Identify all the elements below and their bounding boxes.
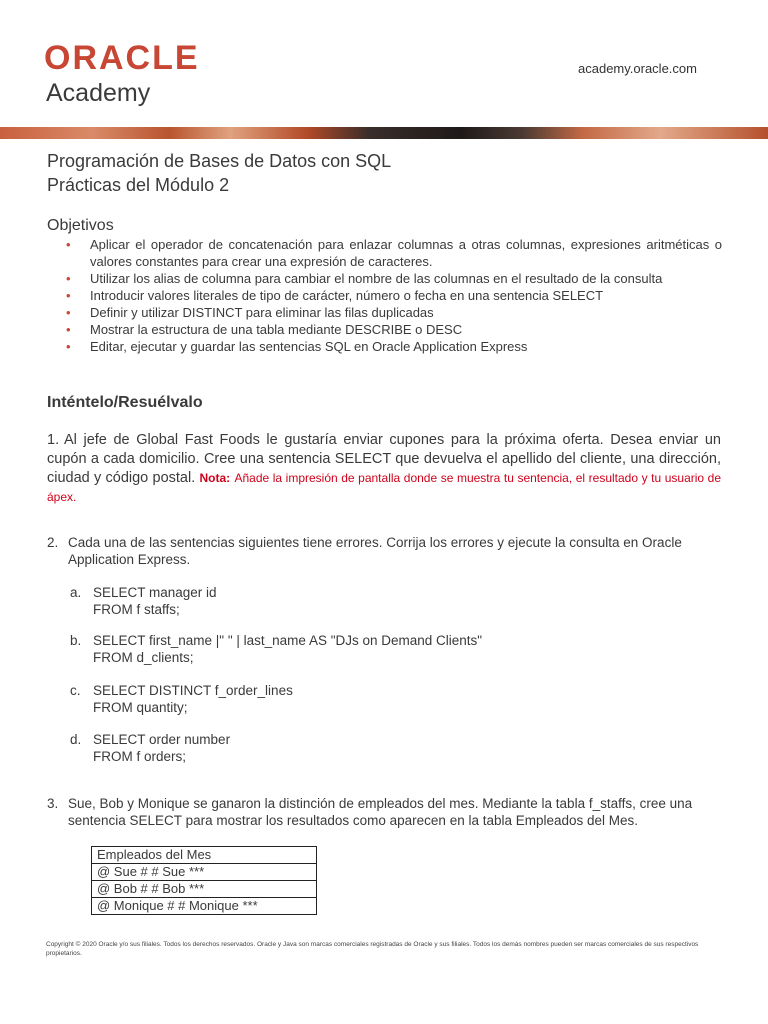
sql-line: FROM d_clients; [93, 650, 194, 665]
table-row [92, 898, 317, 915]
bullet-icon: • [66, 322, 71, 337]
objective-item [64, 287, 722, 304]
sql-line: SELECT order number [93, 732, 231, 747]
objective-text: Mostrar la estructura de una tabla mediante DESCRIBE o DESC [90, 322, 463, 337]
bullet-icon: • [66, 339, 71, 354]
note-text: Añade la impresión de pantalla donde se muestra tu sentencia, el resultado y tu usuario de ápex. [47, 471, 722, 504]
table-cell: @ Monique # # Monique *** [92, 898, 317, 915]
question-3-text-line1: Sue, Bob y Monique se ganaron la distinción de empleados del mes. Mediante la tabla f_staffs, cree una [68, 796, 693, 811]
oracle-logo: ORACLE [44, 39, 200, 77]
question-2-text-line2: Application Express. [68, 552, 191, 567]
table-row [92, 864, 317, 881]
sub-item-c [70, 682, 293, 716]
sql-line: FROM f orders; [93, 749, 187, 764]
objective-text: Utilizar los alias de columna para cambiar el nombre de las columnas en el resultado de la consulta [90, 271, 663, 286]
sub-item-d [70, 731, 230, 765]
document-title: Programación de Bases de Datos con SQL [47, 151, 392, 171]
question-1 [47, 431, 721, 507]
site-url-link[interactable]: academy.oracle.com [578, 61, 697, 76]
bullet-icon: • [66, 305, 71, 320]
table-cell: @ Sue # # Sue *** [92, 864, 317, 881]
bullet-icon: • [66, 288, 71, 303]
academy-logo-subtitle: Academy [46, 79, 151, 107]
objective-text: Introducir valores literales de tipo de carácter, número o fecha en una sentencia SELECT [90, 288, 604, 303]
question-number: 1. [47, 432, 60, 448]
header-banner-image [0, 127, 768, 139]
question-number: 3. [47, 796, 59, 811]
bullet-icon: • [66, 237, 71, 252]
sql-line: SELECT DISTINCT f_order_lines [93, 683, 293, 698]
table-header-cell: Empleados del Mes [92, 847, 317, 864]
sql-line: FROM quantity; [93, 700, 188, 715]
objective-text: Definir y utilizar DISTINCT para eliminar las filas duplicadas [90, 305, 434, 320]
question-2-text-line1: Cada una de las sentencias siguientes tiene errores. Corrija los errores y ejecute la consulta en Oracle [68, 535, 682, 550]
practice-section-heading: Inténtelo/Resuélvalo [47, 394, 203, 411]
sub-item-letter: c. [70, 683, 81, 698]
objectives-list [64, 236, 722, 355]
question-3-text-line2: sentencia SELECT para mostrar los resultados como aparecen en la tabla Empleados del Mes. [68, 813, 639, 828]
sql-line: FROM f staffs; [93, 602, 180, 617]
sub-item-letter: d. [70, 732, 82, 747]
bullet-icon: • [66, 271, 71, 286]
objective-item [64, 304, 722, 321]
objective-text: Aplicar el operador de concatenación para enlazar columnas a otras columnas, expresiones aritméticas o valores constantes para crear una expresión de caracteres. [90, 237, 722, 269]
document-subtitle: Prácticas del Módulo 2 [47, 175, 230, 195]
objective-item [64, 338, 722, 355]
question-3 [47, 795, 721, 829]
table-header-row [92, 847, 317, 864]
sub-item-letter: a. [70, 585, 82, 600]
sql-line: SELECT manager id [93, 585, 217, 600]
copyright-notice: Copyright © 2020 Oracle y/o sus filiales. Todos los derechos reservados. Oracle y Java son marcas comerciales registradas de Oracle y sus filiales. Todos los demás nombres pueden ser marcas comerciales de sus respectivos propietarios. [46, 941, 699, 957]
question-number: 2. [47, 535, 59, 550]
sub-item-letter: b. [70, 633, 82, 648]
question-2 [47, 534, 721, 568]
objective-item [64, 270, 722, 287]
sub-item-a [70, 584, 217, 618]
objectives-heading: Objetivos [47, 217, 114, 234]
employees-of-month-table [91, 846, 317, 915]
question-1-text: Al jefe de Global Fast Foods le gustaría enviar cupones para la próxima oferta. Desea enviar un cupón a cada domicilio. Cree una sentencia SELECT que devuelva el apellido del cliente, una dirección, ciudad y código postal. [47, 432, 721, 486]
note-label: Nota: [199, 471, 231, 485]
objective-text: Editar, ejecutar y guardar las sentencias SQL en Oracle Application Express [90, 339, 528, 354]
objective-item [64, 321, 722, 338]
sql-line: SELECT first_name |" " | last_name AS "DJs on Demand Clients" [93, 633, 483, 648]
table-row [92, 881, 317, 898]
table-cell: @ Bob # # Bob *** [92, 881, 317, 898]
objective-item [64, 236, 722, 270]
sub-item-b [70, 632, 482, 666]
